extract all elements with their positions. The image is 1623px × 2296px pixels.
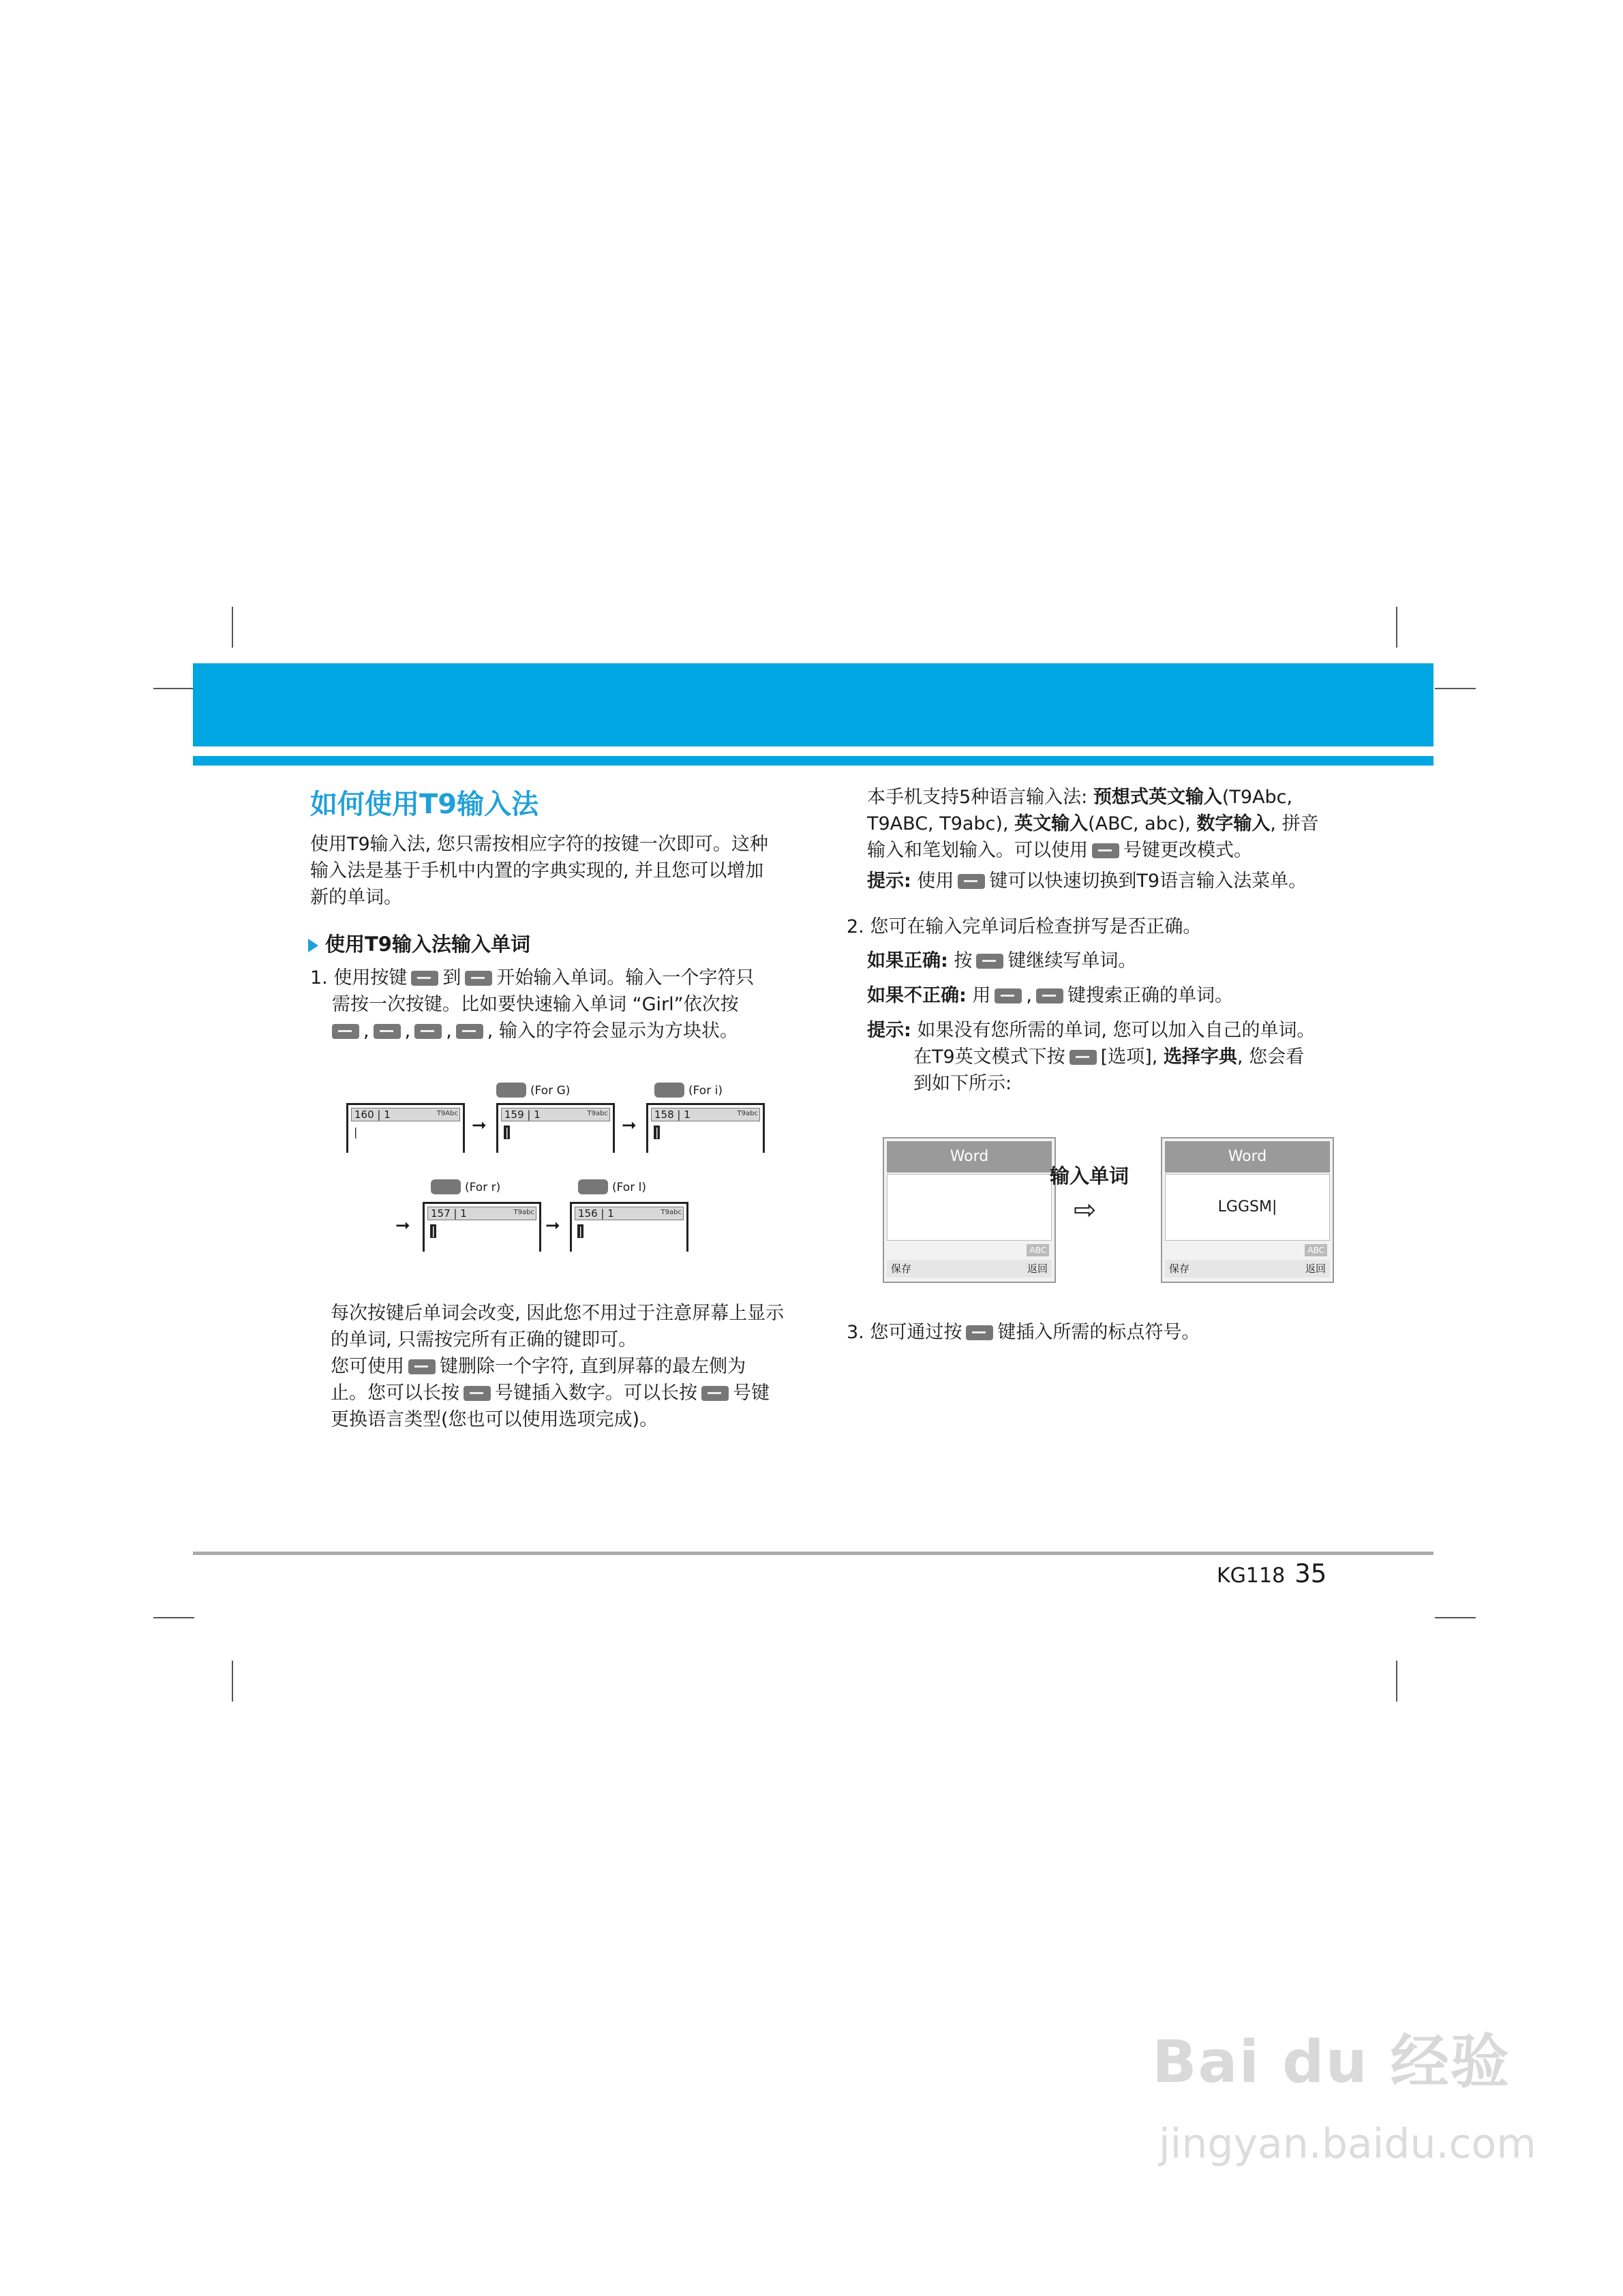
text: 您可使用 bbox=[331, 1356, 404, 1377]
soft-key-bar bbox=[1165, 1260, 1330, 1278]
key-2-icon bbox=[411, 971, 438, 986]
left-soft-key-icon bbox=[1070, 1050, 1097, 1065]
model-name: KG118 bbox=[1217, 1564, 1286, 1588]
mode-badge: ABC bbox=[1027, 1244, 1049, 1256]
phone-screen bbox=[496, 1103, 615, 1153]
key-5-icon bbox=[456, 1024, 483, 1039]
text-line: 更换语言类型(您也可以使用选项完成)。 bbox=[331, 1409, 658, 1430]
text: 按 bbox=[947, 950, 973, 971]
text-line: 到如下所示: bbox=[913, 1073, 1012, 1094]
label-text: (For G) bbox=[530, 1084, 571, 1098]
phone-screen bbox=[570, 1202, 688, 1252]
star-key-icon bbox=[958, 874, 985, 889]
text: 3. 您可通过按 bbox=[847, 1322, 962, 1343]
word-screen-title: Word bbox=[887, 1141, 1052, 1173]
key-4-icon bbox=[332, 1024, 359, 1039]
key-label bbox=[431, 1179, 500, 1196]
word-screen-empty bbox=[883, 1137, 1056, 1283]
page-number: 35 bbox=[1294, 1559, 1327, 1588]
text: , 输入的字符会显示为方块状。 bbox=[487, 1021, 738, 1042]
key-4-icon bbox=[654, 1083, 684, 1098]
screen-counter: 156 | 1 bbox=[575, 1207, 684, 1220]
label-text: (For l) bbox=[612, 1181, 646, 1194]
label-text: (For r) bbox=[465, 1181, 501, 1194]
text-line: 2. 您可在输入完单词后检查拼写是否正确。 bbox=[847, 916, 1202, 937]
bold-text: 如果正确: bbox=[867, 950, 948, 971]
up-key-icon bbox=[995, 988, 1022, 1003]
word-screen-content: LGGSM| bbox=[1165, 1174, 1330, 1241]
text: (ABC, abc), bbox=[1088, 813, 1197, 834]
word-input-label: 输入单词 bbox=[1050, 1164, 1129, 1188]
soft-key-right: 返回 bbox=[1027, 1263, 1048, 1275]
key-label bbox=[578, 1179, 646, 1196]
crop-mark bbox=[1435, 688, 1476, 689]
footer bbox=[1217, 1556, 1326, 1595]
text: 使用 bbox=[911, 871, 954, 892]
step-3 bbox=[847, 1319, 1200, 1346]
bold-text: 提示: bbox=[867, 871, 911, 892]
screen-mode: T9abc bbox=[737, 1110, 758, 1117]
text: 到 bbox=[442, 967, 461, 988]
text: 号键插入数字。可以长按 bbox=[495, 1383, 697, 1404]
bold-text: 选择字典 bbox=[1163, 1046, 1237, 1068]
text: , 您会看 bbox=[1237, 1046, 1305, 1068]
key-7-icon bbox=[431, 1179, 461, 1194]
text-line: 输入法是基于手机中内置的字典实现的, 并且您可以增加 bbox=[310, 860, 764, 881]
baidu-watermark-logo: Bai du 经验 bbox=[1152, 2028, 1511, 2096]
bold-text: 英文输入 bbox=[1014, 813, 1089, 834]
soft-key-bar bbox=[887, 1260, 1052, 1278]
text: 1. 使用按键 bbox=[310, 967, 408, 988]
phone-screen bbox=[423, 1202, 541, 1252]
text: 键插入所需的标点符号。 bbox=[997, 1322, 1200, 1343]
crop-mark bbox=[232, 1661, 233, 1702]
screen-text: | bbox=[579, 1224, 583, 1237]
arrow-right-icon: ➞ bbox=[545, 1215, 560, 1236]
para-2 bbox=[331, 1300, 784, 1433]
text-line: 每次按键后单词会改变, 因此您不用过于注意屏幕上显示 bbox=[331, 1303, 785, 1324]
phone-screen bbox=[346, 1103, 465, 1153]
screen-counter: 158 | 1 bbox=[651, 1108, 760, 1121]
key-4-icon bbox=[496, 1083, 526, 1098]
text: [选项], bbox=[1100, 1046, 1164, 1068]
text-line: 的单词, 只需按完所有正确的键即可。 bbox=[331, 1329, 637, 1350]
soft-key-left: 保存 bbox=[891, 1263, 912, 1275]
key-7-icon bbox=[414, 1024, 442, 1039]
header-band bbox=[193, 663, 1434, 746]
crop-mark bbox=[232, 607, 233, 648]
bold-text: 如果不正确: bbox=[867, 985, 967, 1006]
right-intro bbox=[867, 784, 1319, 894]
soft-key-right: 返回 bbox=[1305, 1263, 1326, 1275]
arrow-right-icon: ➞ bbox=[472, 1115, 487, 1136]
text: , bbox=[1026, 985, 1032, 1006]
star-key-icon bbox=[701, 1386, 729, 1401]
key-5-icon bbox=[578, 1179, 608, 1194]
crop-mark bbox=[153, 688, 194, 689]
key-4-icon bbox=[374, 1024, 401, 1039]
baidu-watermark-url: jingyan.baidu.com bbox=[1159, 2120, 1536, 2168]
crop-mark bbox=[1435, 1617, 1476, 1618]
screen-mode: T9abc bbox=[587, 1110, 608, 1117]
crop-mark bbox=[1396, 607, 1397, 648]
key-0-icon bbox=[464, 1386, 491, 1401]
text: 如果没有您所需的单词, 您可以加入自己的单词。 bbox=[911, 1020, 1316, 1041]
text: 键删除一个字符, 直到屏幕的最左侧为 bbox=[440, 1356, 746, 1377]
word-screen-filled bbox=[1161, 1137, 1334, 1283]
word-screen-content bbox=[887, 1174, 1052, 1241]
key-9-icon bbox=[465, 971, 492, 986]
hollow-arrow-right-icon: ⇨ bbox=[1074, 1194, 1097, 1226]
screen-mode: T9abc bbox=[661, 1209, 682, 1216]
crop-mark bbox=[153, 1617, 194, 1618]
text-line: 使用T9输入法, 您只需按相应字符的按键一次即可。这种 bbox=[310, 834, 768, 855]
section-subtitle bbox=[308, 929, 530, 957]
text: 止。您可以长按 bbox=[331, 1383, 459, 1404]
check-lines bbox=[867, 948, 1316, 1097]
step-2 bbox=[847, 913, 1201, 940]
phone-screen bbox=[646, 1103, 765, 1153]
key-1-icon bbox=[966, 1325, 993, 1340]
screen-counter: 160 | 1 bbox=[351, 1108, 460, 1121]
bold-text: 提示: bbox=[867, 1020, 911, 1041]
text: 输入和笔划输入。可以使用 bbox=[867, 840, 1088, 861]
text: T9ABC, T9abc), bbox=[867, 813, 1015, 834]
text-line: 新的单词。 bbox=[310, 887, 402, 908]
ok-key-icon bbox=[976, 954, 1003, 969]
subtitle-text: 使用T9输入法输入单词 bbox=[325, 933, 530, 956]
text: 号键 bbox=[733, 1383, 770, 1404]
header-band-line bbox=[193, 756, 1434, 766]
down-key-icon bbox=[1036, 988, 1063, 1003]
text: 开始输入单词。输入一个字符只 bbox=[496, 967, 755, 988]
text: 本手机支持5种语言输入法: bbox=[867, 787, 1093, 808]
intro-paragraph bbox=[310, 831, 768, 911]
label-text: (For i) bbox=[688, 1084, 723, 1098]
screen-text: | bbox=[354, 1126, 358, 1138]
bold-text: 预想式英文输入 bbox=[1093, 787, 1222, 808]
screen-counter: 159 | 1 bbox=[501, 1108, 610, 1121]
screen-text: | bbox=[505, 1126, 509, 1138]
arrow-right-icon: ➞ bbox=[395, 1215, 410, 1236]
clear-key-icon bbox=[408, 1359, 436, 1374]
text: (T9Abc, bbox=[1222, 787, 1293, 808]
screen-text: | bbox=[655, 1126, 659, 1138]
text: 键搜索正确的单词。 bbox=[1067, 985, 1233, 1006]
bold-text: 数字输入 bbox=[1196, 813, 1271, 834]
screen-text: | bbox=[431, 1224, 436, 1237]
key-label bbox=[654, 1083, 723, 1099]
crop-mark bbox=[1396, 1661, 1397, 1702]
arrow-right-icon: ➞ bbox=[622, 1115, 637, 1136]
triangle-bullet-icon bbox=[308, 939, 318, 952]
key-label bbox=[496, 1083, 570, 1099]
text: , 拼音 bbox=[1270, 813, 1319, 834]
screen-mode: T9Abc bbox=[436, 1110, 458, 1117]
footer-rule bbox=[193, 1552, 1434, 1555]
text: 键继续写单词。 bbox=[1007, 950, 1137, 971]
text-line: 需按一次按键。比如要快速输入单词 “Girl”依次按 bbox=[332, 994, 739, 1015]
mode-badge: ABC bbox=[1305, 1244, 1327, 1256]
word-screen-title: Word bbox=[1165, 1141, 1330, 1173]
text: 键可以快速切换到T9语言输入法菜单。 bbox=[989, 871, 1307, 892]
screen-counter: 157 | 1 bbox=[427, 1207, 536, 1220]
soft-key-left: 保存 bbox=[1169, 1263, 1190, 1275]
screen-mode: T9abc bbox=[513, 1209, 534, 1216]
pound-key-icon bbox=[1092, 843, 1119, 858]
text: 在T9英文模式下按 bbox=[913, 1046, 1065, 1068]
page-title: 如何使用T9输入法 bbox=[310, 789, 539, 820]
step-1: 1. 使用按键 到 开始输入单词。输入一个字符只 需按一次按键。比如要快速输入单词 “Girl”依次按 , , , , 输入的字符会显示为方块状。 bbox=[310, 967, 755, 1042]
text: 号键更改模式。 bbox=[1123, 840, 1252, 861]
text: 用 bbox=[966, 985, 991, 1006]
